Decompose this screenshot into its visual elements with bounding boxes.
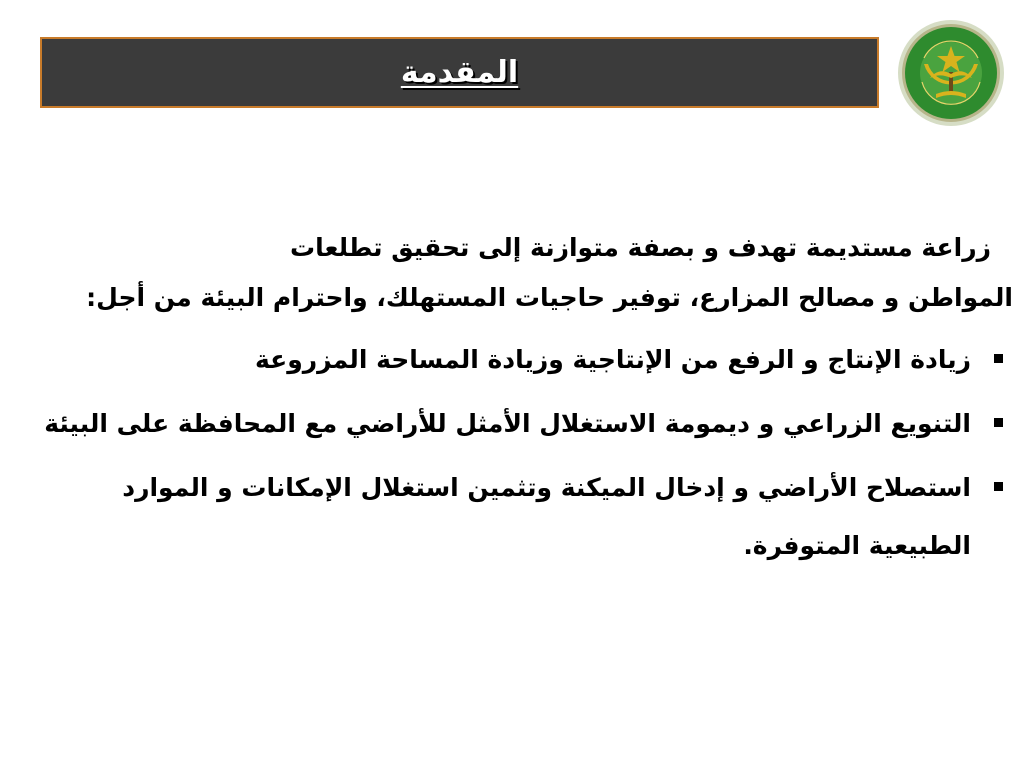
square-bullet-icon [994, 482, 1003, 491]
intro-line-1: زراعة مستديمة تهدف و بصفة متوازنة إلى تحقيق تطلعات [289, 233, 991, 262]
title-bar [40, 37, 879, 108]
intro-line-2: المواطن و مصالح المزارع، توفير حاجيات المستهلك، واحترام البيئة من أجل: [86, 283, 1013, 312]
list-item [18, 395, 1013, 453]
square-bullet-icon [994, 418, 1003, 427]
slide-title: المقدمة [400, 55, 519, 90]
bullet-text: التنويع الزراعي و ديمومة الاستغلال الأمثل للأراضي مع المحافظة على البيئة [44, 409, 971, 438]
seal-text [0, 0, 1, 1]
list-item [18, 331, 1013, 389]
bullet-text: زيادة الإنتاج و الرفع من الإنتاجية وزيادة المساحة المزروعة [254, 345, 971, 374]
bullet-list [18, 331, 1013, 575]
mauritania-seal-icon [896, 18, 1006, 128]
bullet-text: استصلاح الأراضي و إدخال الميكنة وتثمين استغلال الإمكانات و الموارد الطبيعية المتوفرة. [122, 473, 971, 560]
slide-body [18, 225, 1013, 581]
square-bullet-icon [994, 354, 1003, 363]
list-item [18, 459, 1013, 575]
